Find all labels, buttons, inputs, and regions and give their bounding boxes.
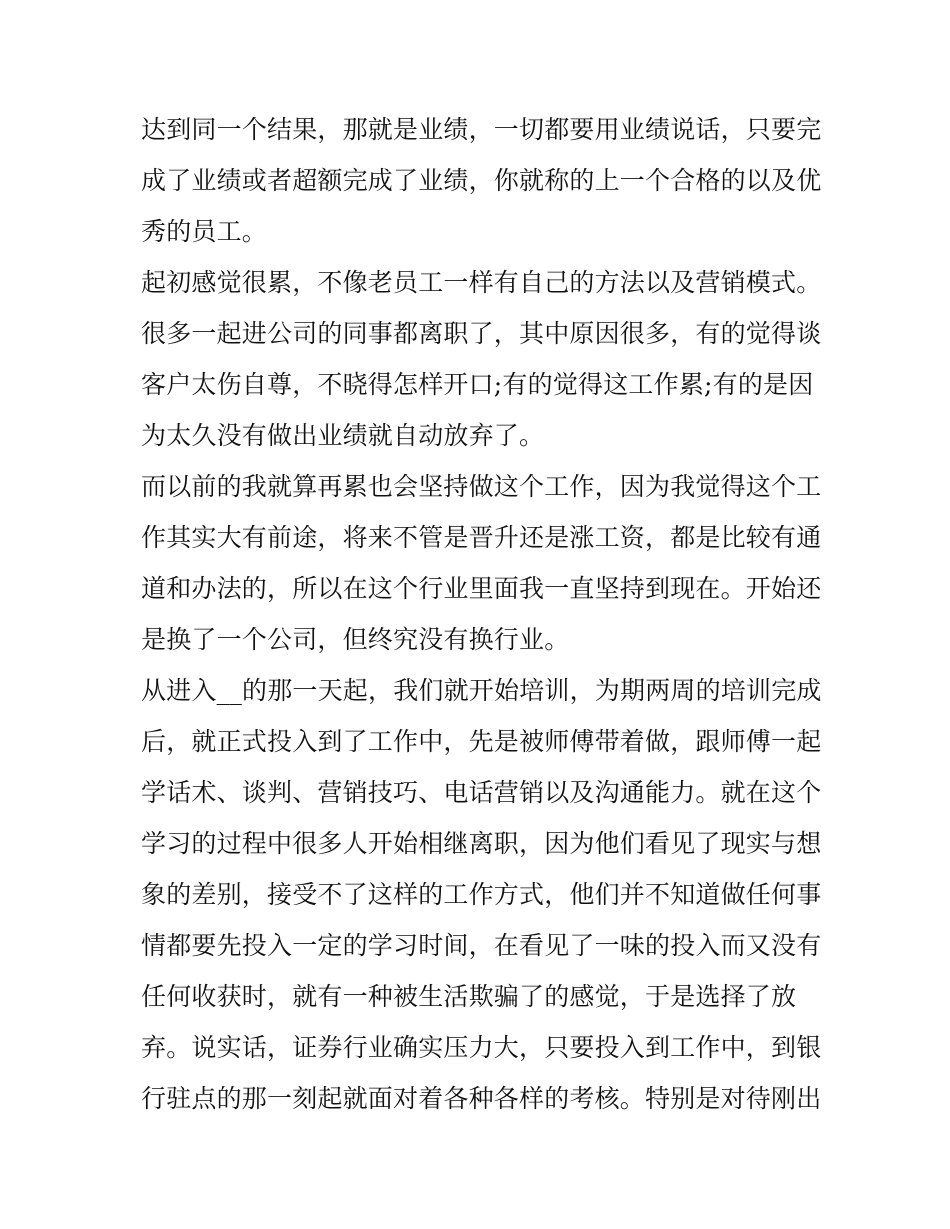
text-line: 为太久没有做出业绩就自动放弃了。 xyxy=(141,421,545,450)
text-line: 后，就正式投入到了工作中，先是被师傅带着做，跟师傅一起 xyxy=(141,727,822,756)
text-line: 任何收获时，就有一种被生活欺骗了的感觉，于是选择了放 xyxy=(141,982,797,1011)
text-line: 从进入__的那一天起，我们就开始培训，为期两周的培训完成 xyxy=(141,676,822,705)
text-line: 行驻点的那一刻起就面对着各种各样的考核。特别是对待刚出 xyxy=(141,1084,822,1113)
text-line: 学习的过程中很多人开始相继离职，因为他们看见了现实与想 xyxy=(141,829,822,858)
text-line: 达到同一个结果，那就是业绩，一切都要用业绩说话，只要完 xyxy=(141,115,822,144)
text-line: 是换了一个公司，但终究没有换行业。 xyxy=(141,625,570,654)
text-line: 象的差别，接受不了这样的工作方式，他们并不知道做任何事 xyxy=(141,880,822,909)
body-text xyxy=(141,104,821,1124)
text-line: 而以前的我就算再累也会坚持做这个工作，因为我觉得这个工 xyxy=(141,472,822,501)
text-line: 很多一起进公司的同事都离职了，其中原因很多，有的觉得谈 xyxy=(141,319,822,348)
text-line: 道和办法的，所以在这个行业里面我一直坚持到现在。开始还 xyxy=(141,574,822,603)
text-line: 秀的员工。 xyxy=(141,217,268,246)
text-line: 学话术、谈判、营销技巧、电话营销以及沟通能力。就在这个 xyxy=(141,778,822,807)
text-line: 弃。说实话，证券行业确实压力大，只要投入到工作中，到银 xyxy=(141,1033,822,1062)
text-line: 客户太伤自尊，不晓得怎样开口;有的觉得这工作累;有的是因 xyxy=(141,370,814,399)
text-line: 起初感觉很累，不像老员工一样有自己的方法以及营销模式。 xyxy=(141,268,822,297)
text-line: 成了业绩或者超额完成了业绩，你就称的上一个合格的以及优 xyxy=(141,166,822,195)
text-line: 情都要先投入一定的学习时间，在看见了一味的投入而又没有 xyxy=(141,931,822,960)
text-line: 作其实大有前途，将来不管是晋升还是涨工资，都是比较有通 xyxy=(141,523,822,552)
